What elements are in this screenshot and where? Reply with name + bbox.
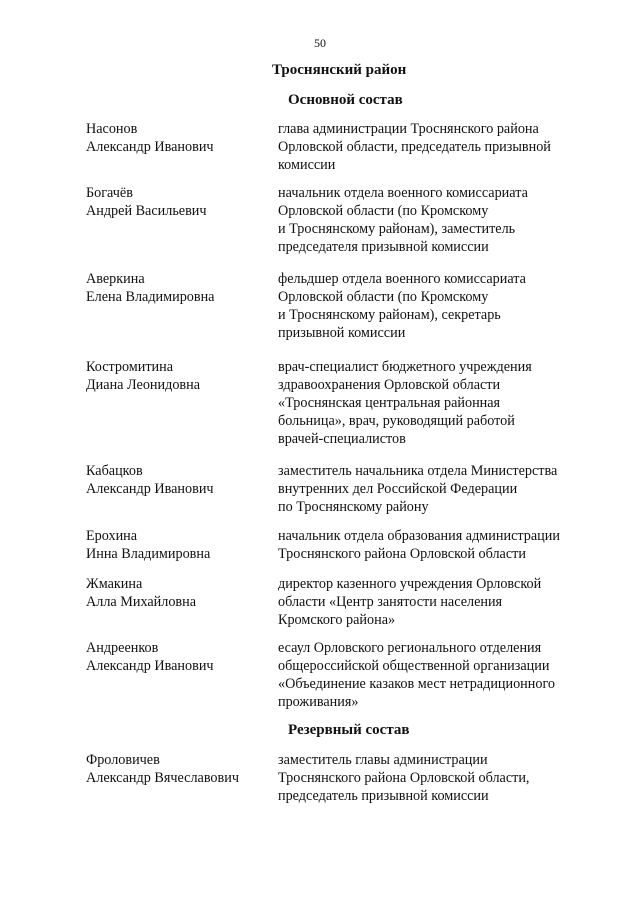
member-role-line: общероссийской общественной организации [278, 658, 550, 674]
member-surname: Аверкина [86, 271, 145, 287]
member-role-line: фельдшер отдела военного комиссариата [278, 271, 526, 287]
member-name [86, 751, 271, 787]
member-role-line: заместитель главы администрации [278, 752, 488, 768]
member-name [86, 639, 271, 675]
member-role-line: по Троснянскому району [278, 499, 429, 515]
member-role-line: врач-специалист бюджетного учреждения [278, 359, 532, 375]
district-title: Троснянский район [272, 62, 407, 78]
member-role [278, 575, 598, 629]
member-role-line: и Троснянскому районам), заместитель [278, 221, 516, 237]
member-role-line: заместитель начальника отдела Министерства [278, 463, 558, 479]
member-name [86, 120, 271, 156]
member-role-line: призывной комиссии [278, 325, 406, 341]
member-role [278, 751, 598, 805]
member-given-names: Александр Иванович [86, 481, 214, 497]
member-role [278, 462, 598, 516]
member-given-names: Александр Вячеславович [86, 770, 239, 786]
member-role [278, 527, 598, 563]
member-given-names: Александр Иванович [86, 139, 214, 155]
member-role-line: Орловской области (по Кромскому [278, 289, 489, 305]
member-role-line: области «Центр занятости населения [278, 594, 503, 610]
member-name [86, 358, 271, 394]
member-role-line: проживания» [278, 694, 359, 710]
member-role-line: и Троснянскому районам), секретарь [278, 307, 501, 323]
member-name [86, 527, 271, 563]
member-surname: Кабацков [86, 463, 143, 479]
member-role-line: начальник отдела образования администрации [278, 528, 560, 544]
member-surname: Ерохина [86, 528, 138, 544]
member-name [86, 184, 271, 220]
member-role-line: есаул Орловского регионального отделения [278, 640, 542, 656]
member-name [86, 575, 271, 611]
member-given-names: Диана Леонидовна [86, 377, 201, 393]
member-role-line: глава администрации Троснянского района [278, 121, 539, 137]
member-given-names: Инна Владимировна [86, 546, 211, 562]
reserve-section-title: Резервный состав [288, 722, 410, 738]
member-surname: Насонов [86, 121, 138, 137]
member-name [86, 462, 271, 498]
member-surname: Фроловичев [86, 752, 160, 768]
member-role-line: председателя призывной комиссии [278, 239, 489, 255]
member-role-line: здравоохранения Орловской области [278, 377, 501, 393]
member-role-line: председатель призывной комиссии [278, 788, 489, 804]
member-role-line: врачей-специалистов [278, 431, 406, 447]
member-role-line: Орловской области (по Кромскому [278, 203, 489, 219]
member-surname: Жмакина [86, 576, 143, 592]
member-given-names: Алла Михайловна [86, 594, 197, 610]
member-role-line: Кромского района» [278, 612, 396, 628]
member-surname: Богачёв [86, 185, 133, 201]
member-surname: Андреенков [86, 640, 159, 656]
member-given-names: Александр Иванович [86, 658, 214, 674]
member-role-line: «Объединение казаков мест нетрадиционного [278, 676, 556, 692]
member-role-line: Орловской области, председатель призывной [278, 139, 551, 155]
member-role-line: комиссии [278, 157, 336, 173]
member-role [278, 270, 598, 342]
member-role-line: директор казенного учреждения Орловской [278, 576, 542, 592]
member-surname: Костромитина [86, 359, 174, 375]
member-role [278, 184, 598, 256]
member-given-names: Андрей Васильевич [86, 203, 207, 219]
member-role [278, 639, 598, 711]
member-role-line: «Троснянская центральная районная [278, 395, 501, 411]
member-name [86, 270, 271, 306]
member-role-line: начальник отдела военного комиссариата [278, 185, 528, 201]
member-role-line: больница», врач, руководящий работой [278, 413, 515, 429]
main-section-title: Основной состав [288, 92, 403, 108]
page-number: 50 [314, 36, 326, 50]
member-role-line: Троснянского района Орловской области, [278, 770, 530, 786]
member-role [278, 358, 598, 448]
member-given-names: Елена Владимировна [86, 289, 215, 305]
member-role-line: Троснянского района Орловской области [278, 546, 526, 562]
member-role [278, 120, 598, 174]
member-role-line: внутренних дел Российской Федерации [278, 481, 518, 497]
